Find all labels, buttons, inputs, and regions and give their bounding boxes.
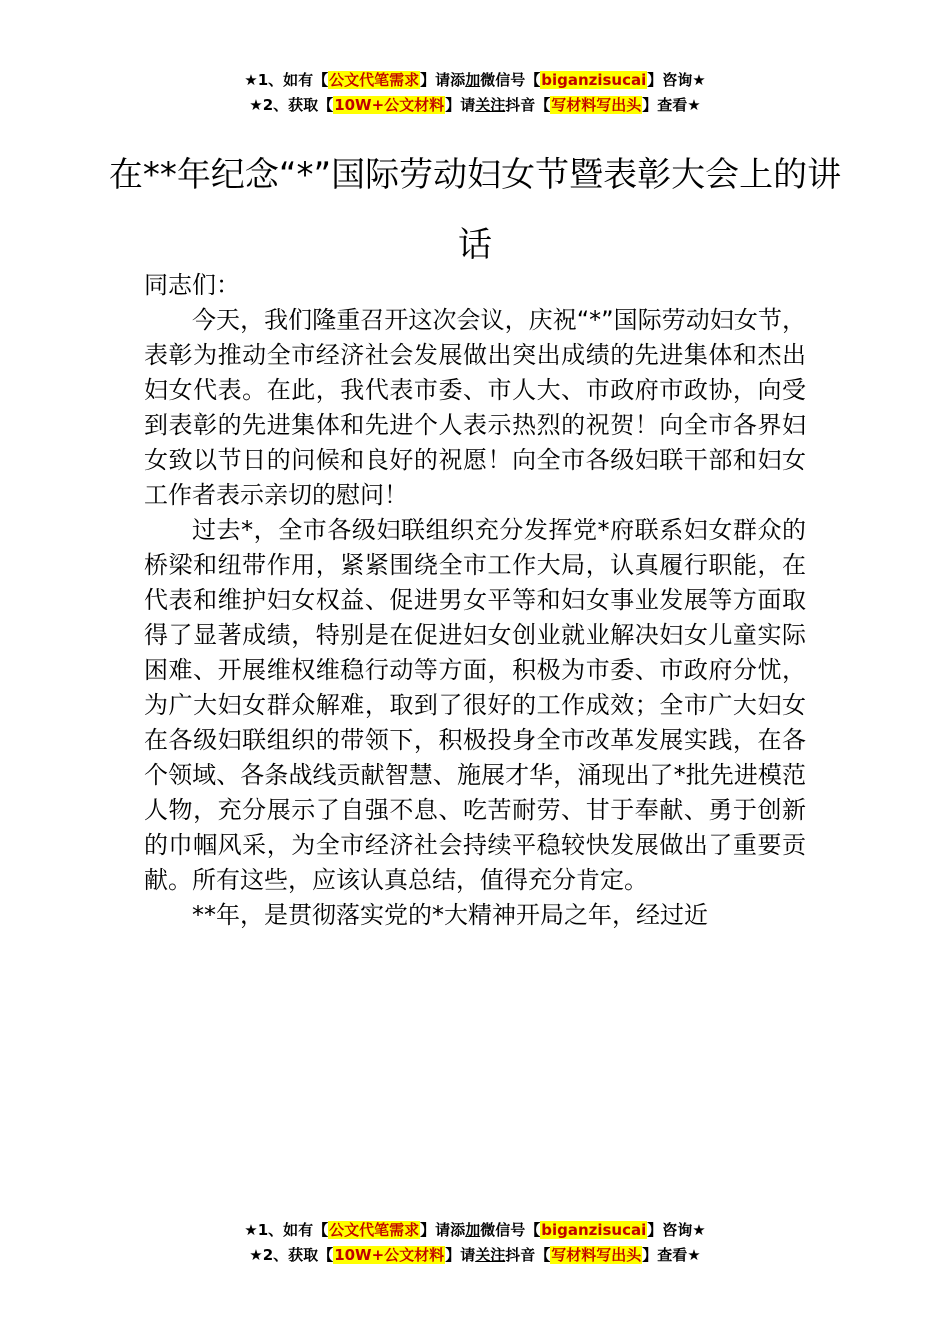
- document-title: 在**年纪念“*”国际劳动妇女节暨表彰大会上的讲话: [108, 155, 842, 265]
- promo-text: 】请添: [420, 71, 466, 89]
- promo-text: ★1、如有【: [244, 71, 329, 89]
- footer-promo-banner: [0, 1218, 950, 1268]
- promo-text: ★2、获取【: [249, 1246, 334, 1264]
- promo-text: ★1、如有【: [244, 1221, 329, 1239]
- promo-line-2: [0, 93, 950, 118]
- promo-text: 微信号【: [480, 1221, 541, 1239]
- promo-highlight: 10W+公文材料: [334, 1246, 445, 1264]
- header-promo-banner: [0, 68, 950, 118]
- promo-text: 抖音【: [505, 1246, 551, 1264]
- promo-underlined: 关注: [475, 96, 506, 114]
- promo-text: 】咨询★: [647, 71, 706, 89]
- promo-highlight: 公文代笔需求: [329, 1221, 420, 1239]
- paragraph-1: 今天，我们隆重召开这次会议，庆祝“*”国际劳动妇女节，表彰为推动全市经济社会发展做出突出成绩的先进集体和杰出妇女代表。在此，我代表市委、市人大、市政府市政协，向受到表彰的先进集体和先进个人表示热烈的祝贺！向全市各界妇女致以节日的问候和良好的祝愿！向全市各级妇联干部和妇女工作者表示亲切的慰问！: [144, 306, 806, 509]
- promo-douyin-id: 写材料写出头: [551, 1246, 642, 1264]
- promo-line-1: [0, 68, 950, 93]
- paragraph-2: 过去*，全市各级妇联组织充分发挥党*府联系妇女群众的桥梁和纽带作用，紧紧围绕全市工作大局，认真履行职能，在代表和维护妇女权益、促进男女平等和妇女事业发展等方面取得了显著成绩，特别是在促进妇女创业就业解决妇女儿童实际困难、开展维权维稳行动等方面，积极为市委、市政府分忧，为广大妇女群众解难，取到了很好的工作成效；全市广大妇女在各级妇联组织的带领下，积极投身全市改革发展实践，在各个领域、各条战线贡献智慧、施展才华，涌现出了*批先进模范人物，充分展示了自强不息、吃苦耐劳、甘于奉献、勇于创新的巾帼风采，为全市经济社会持续平稳较快发展做出了重要贡献。所有这些，应该认真总结，值得充分肯定。: [144, 516, 806, 894]
- promo-line-1: [0, 1218, 950, 1243]
- promo-highlight: 10W+公文材料: [334, 96, 445, 114]
- promo-wechat-id: biganzisucai: [541, 1221, 647, 1239]
- promo-text: 】咨询★: [647, 1221, 706, 1239]
- promo-text: 】查看★: [642, 1246, 701, 1264]
- salutation: 同志们：: [144, 271, 240, 299]
- promo-underlined: 关注: [475, 1246, 506, 1264]
- promo-text: 抖音【: [505, 96, 551, 114]
- promo-douyin-id: 写材料写出头: [551, 96, 642, 114]
- promo-text: 微信号【: [480, 71, 541, 89]
- promo-text: 】请添: [420, 1221, 466, 1239]
- promo-line-2: [0, 1243, 950, 1268]
- promo-text: 】请: [445, 1246, 476, 1264]
- paragraph-3: **年，是贯彻落实党的*大精神开局之年，经过近: [192, 901, 708, 929]
- promo-highlight: 公文代笔需求: [329, 71, 420, 89]
- promo-text: ★2、获取【: [249, 96, 334, 114]
- promo-underlined: 加: [465, 1221, 481, 1239]
- promo-wechat-id: biganzisucai: [541, 71, 647, 89]
- document-body: [144, 268, 806, 933]
- promo-text: 】查看★: [642, 96, 701, 114]
- promo-text: 】请: [445, 96, 476, 114]
- promo-underlined: 加: [465, 71, 481, 89]
